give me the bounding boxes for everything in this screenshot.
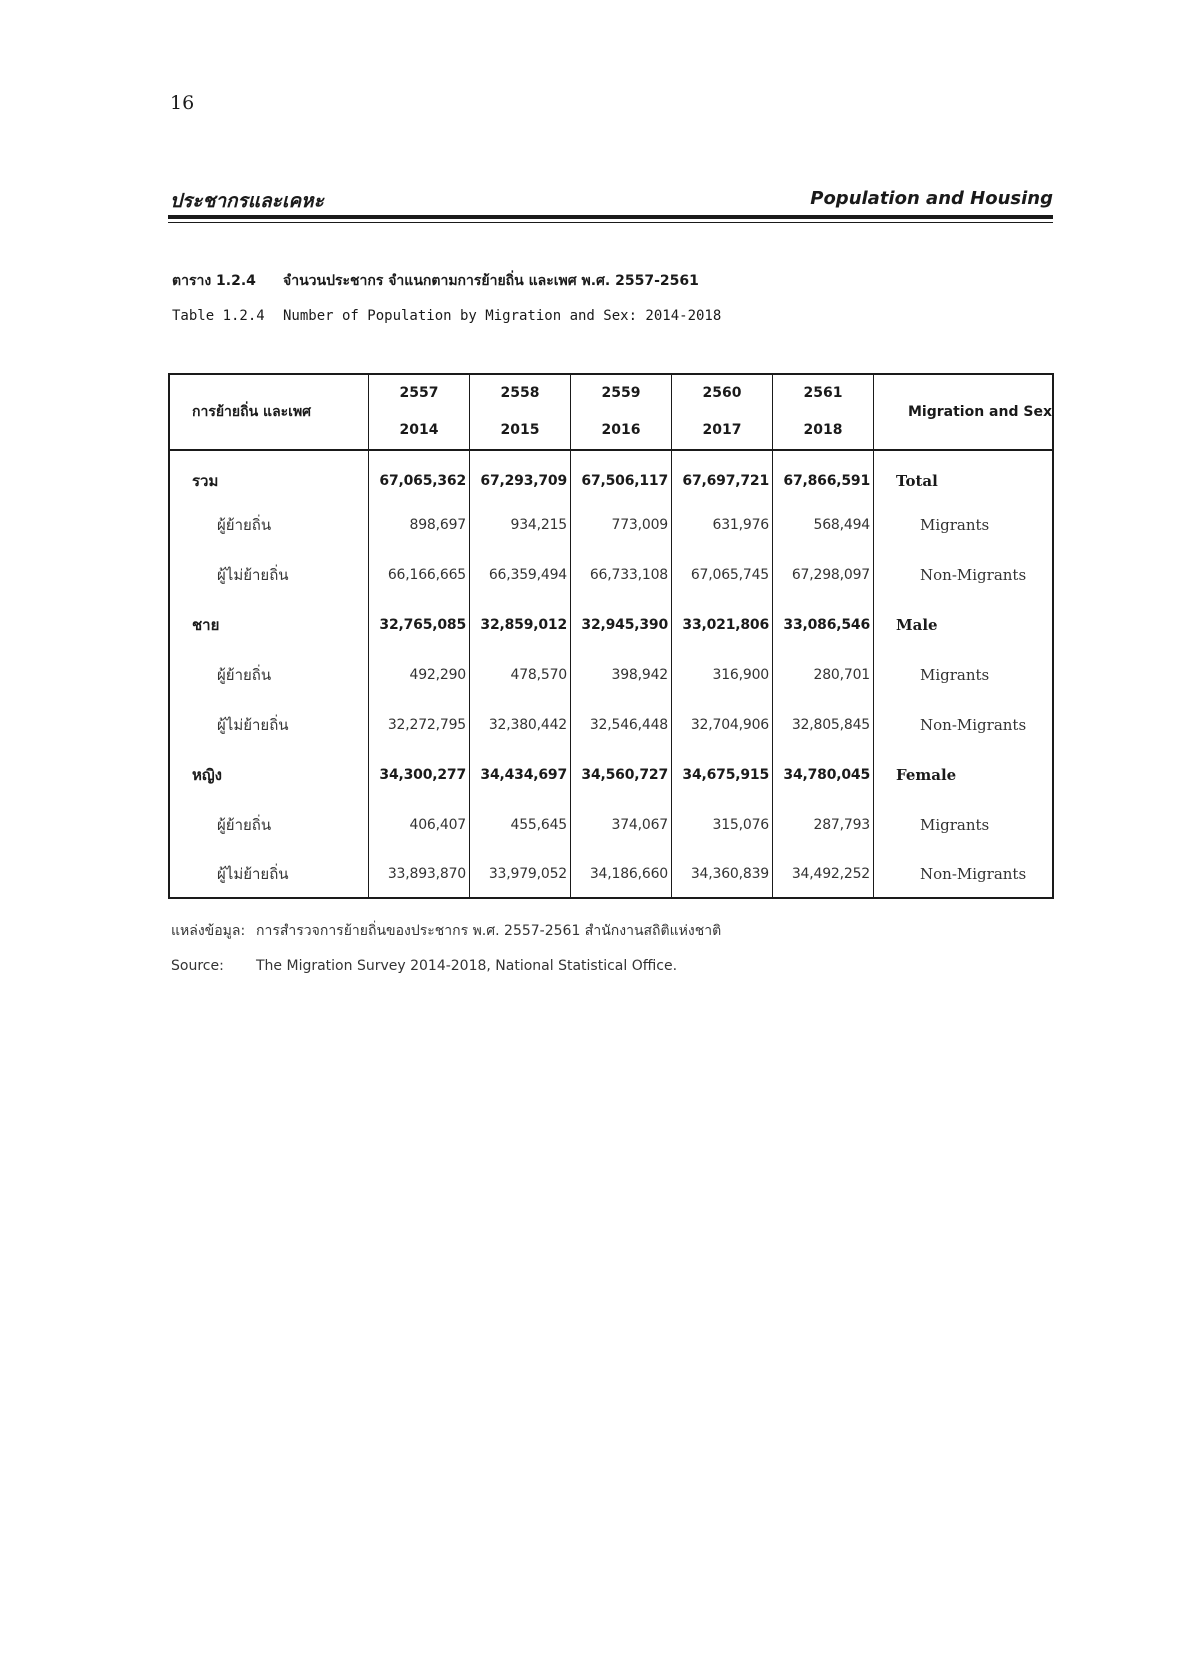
table-row-total-migrants — [169, 500, 1053, 550]
caption-thai-label: ตาราง 1.2.4 — [172, 273, 256, 289]
source-thai-label: แหล่งข้อมูล: — [171, 923, 246, 939]
table-cell: 67,697,721 — [672, 450, 773, 500]
caption-thai-text: จำนวนประชากร จำแนกตามการย้ายถิ่น และเพศ พ.ศ. 2557-2561 — [283, 273, 699, 289]
table-row-total-non-migrants — [169, 550, 1053, 600]
row-label-english: Female — [896, 766, 957, 784]
header-year-5 — [773, 374, 874, 450]
table-header-row — [169, 374, 1053, 450]
row-label-english: Migrants — [920, 666, 990, 684]
header-year-4 — [672, 374, 773, 450]
header-rule-thick — [168, 215, 1053, 219]
row-label-thai: ผู้ย้ายถิ่น — [169, 800, 369, 850]
table-row-female-migrants — [169, 800, 1053, 850]
table-cell: 33,086,546 — [773, 600, 874, 650]
table-cell: 32,805,845 — [773, 700, 874, 750]
table-cell: 32,765,085 — [369, 600, 470, 650]
row-label-thai: ผู้ไม่ย้ายถิ่น — [169, 700, 369, 750]
header-year-3 — [571, 374, 672, 450]
header-year-1 — [369, 374, 470, 450]
table-cell: 631,976 — [672, 500, 773, 550]
table-cell: 32,380,442 — [470, 700, 571, 750]
table-cell: 34,186,660 — [571, 850, 672, 898]
table-cell: 316,900 — [672, 650, 773, 700]
table-cell: 34,434,697 — [470, 750, 571, 800]
row-label-thai: ผู้ย้ายถิ่น — [169, 500, 369, 550]
row-label-thai: ผู้ไม่ย้ายถิ่น — [169, 550, 369, 600]
table-cell: 34,560,727 — [571, 750, 672, 800]
table-cell: 32,546,448 — [571, 700, 672, 750]
caption-english-label: Table 1.2.4 — [172, 308, 265, 324]
table-cell: 315,076 — [672, 800, 773, 850]
table-cell: 67,866,591 — [773, 450, 874, 500]
running-header-thai: ประชากรและเคหะ — [170, 190, 324, 212]
running-header-english: Population and Housing — [810, 188, 1053, 209]
table-cell: 374,067 — [571, 800, 672, 850]
table-cell: 478,570 — [470, 650, 571, 700]
table-cell: 492,290 — [369, 650, 470, 700]
table-cell: 32,945,390 — [571, 600, 672, 650]
table-cell: 66,733,108 — [571, 550, 672, 600]
table-cell: 568,494 — [773, 500, 874, 550]
table-cell: 280,701 — [773, 650, 874, 700]
year-ce: 2014 — [399, 422, 439, 438]
row-label-thai: ผู้ย้ายถิ่น — [169, 650, 369, 700]
row-label-thai: ผู้ไม่ย้ายถิ่น — [169, 850, 369, 898]
table-cell: 67,293,709 — [470, 450, 571, 500]
table-cell: 66,166,665 — [369, 550, 470, 600]
page-number: 16 — [170, 92, 195, 114]
row-label-english: Male — [896, 616, 938, 634]
header-migration-sex-thai: การย้ายถิ่น และเพศ — [169, 374, 369, 450]
table-row-female — [169, 750, 1053, 800]
table-cell: 67,506,117 — [571, 450, 672, 500]
table-cell: 34,492,252 — [773, 850, 874, 898]
year-be: 2559 — [601, 385, 641, 401]
source-note-english — [171, 958, 677, 974]
table-row-total — [169, 450, 1053, 500]
source-english-label: Source: — [171, 958, 224, 974]
source-note-thai — [171, 920, 721, 942]
table-cell: 32,859,012 — [470, 600, 571, 650]
table-cell: 33,893,870 — [369, 850, 470, 898]
table-row-male-migrants — [169, 650, 1053, 700]
year-be: 2561 — [803, 385, 843, 401]
table-cell: 406,407 — [369, 800, 470, 850]
table-cell: 773,009 — [571, 500, 672, 550]
table-caption-english — [172, 308, 721, 324]
source-thai-text: การสำรวจการย้ายถิ่นของประชากร พ.ศ. 2557-2561 สำนักงานสถิติแห่งชาติ — [256, 923, 722, 939]
year-be: 2558 — [500, 385, 540, 401]
table-cell: 32,704,906 — [672, 700, 773, 750]
table-cell: 455,645 — [470, 800, 571, 850]
row-label-thai: ชาย — [169, 600, 369, 650]
table-row-male — [169, 600, 1053, 650]
table-cell: 33,979,052 — [470, 850, 571, 898]
population-migration-table — [168, 373, 1054, 899]
table-cell: 34,300,277 — [369, 750, 470, 800]
caption-english-text: Number of Population by Migration and Sex: 2014-2018 — [283, 308, 722, 324]
table-cell: 287,793 — [773, 800, 874, 850]
row-label-thai: หญิง — [169, 750, 369, 800]
table-cell: 32,272,795 — [369, 700, 470, 750]
table-cell: 67,065,745 — [672, 550, 773, 600]
row-label-english: Non-Migrants — [920, 716, 1027, 734]
year-ce: 2018 — [803, 422, 843, 438]
year-be: 2560 — [702, 385, 742, 401]
year-ce: 2017 — [702, 422, 742, 438]
source-english-text: The Migration Survey 2014-2018, National Statistical Office. — [256, 958, 678, 974]
header-rule-thin — [168, 222, 1053, 223]
table-cell: 33,021,806 — [672, 600, 773, 650]
table-cell: 34,780,045 — [773, 750, 874, 800]
row-label-thai: รวม — [169, 450, 369, 500]
year-ce: 2015 — [500, 422, 540, 438]
table-cell: 67,065,362 — [369, 450, 470, 500]
table-caption-thai — [172, 270, 699, 292]
row-label-english: Migrants — [920, 516, 990, 534]
table-row-male-non-migrants — [169, 700, 1053, 750]
row-label-english: Non-Migrants — [920, 864, 1027, 883]
table-cell: 67,298,097 — [773, 550, 874, 600]
header-migration-sex-english: Migration and Sex — [874, 374, 1054, 450]
table-cell: 398,942 — [571, 650, 672, 700]
table-cell: 34,675,915 — [672, 750, 773, 800]
table-cell: 898,697 — [369, 500, 470, 550]
table-row-female-non-migrants — [169, 850, 1053, 898]
row-label-english: Non-Migrants — [920, 566, 1027, 584]
header-year-2 — [470, 374, 571, 450]
row-label-english: Migrants — [920, 816, 990, 834]
table-cell: 34,360,839 — [672, 850, 773, 898]
year-ce: 2016 — [601, 422, 641, 438]
table-cell: 66,359,494 — [470, 550, 571, 600]
row-label-english: Total — [896, 471, 938, 490]
table-cell: 934,215 — [470, 500, 571, 550]
year-be: 2557 — [399, 385, 439, 401]
